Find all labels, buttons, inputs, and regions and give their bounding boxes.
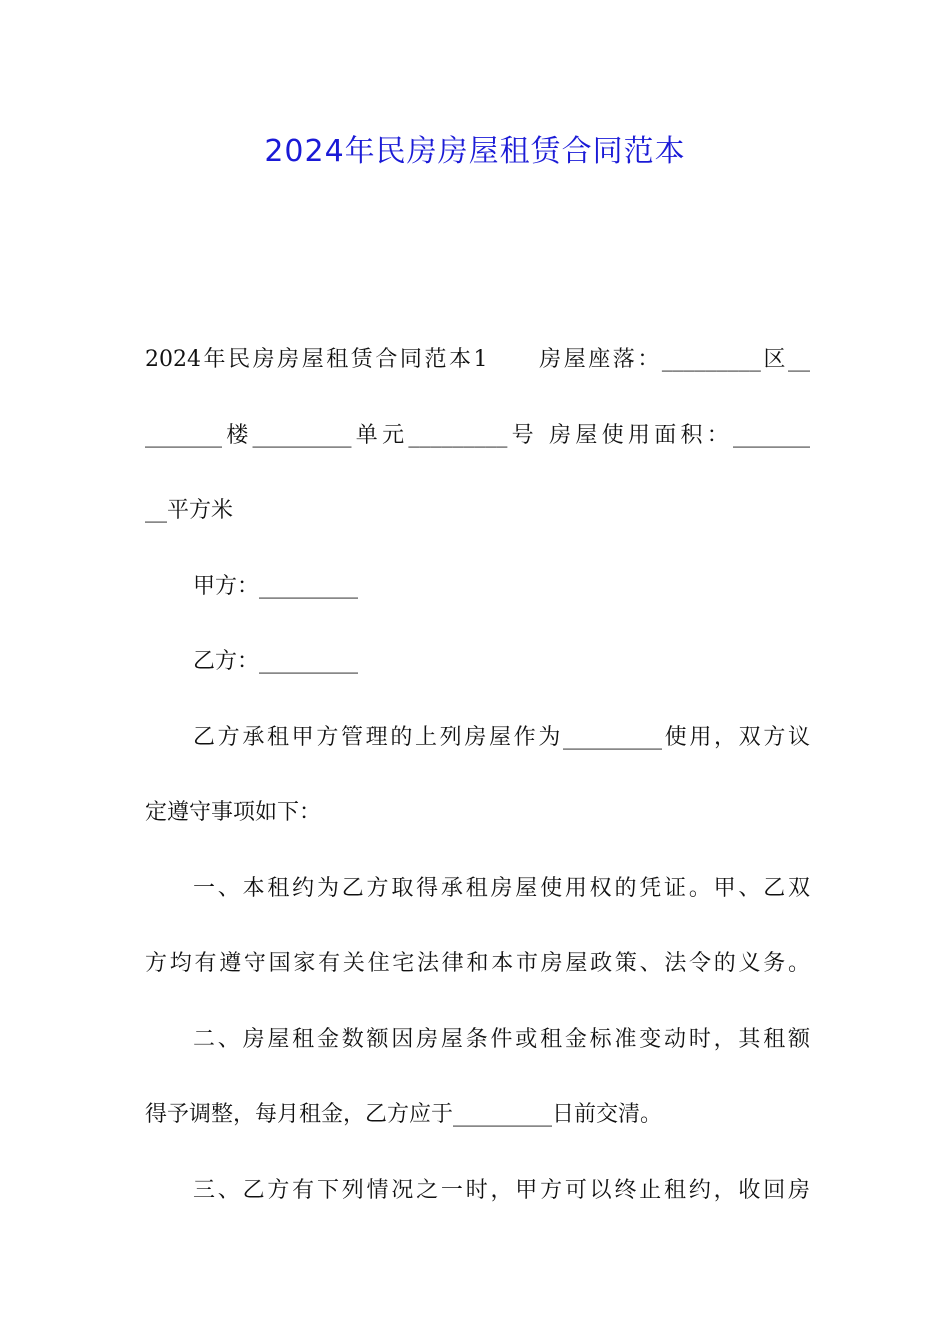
document-title: 2024年民房房屋租赁合同范本 — [264, 134, 686, 169]
paragraph-line: 2024年民房房屋租赁合同范本1 房屋座落：_________区__ — [145, 347, 810, 372]
paragraph-line: 定遵守事项如下： — [145, 800, 322, 825]
clause-2-line: 得予调整，每月租金，乙方应于_________日前交清。 — [145, 1102, 663, 1127]
clause-1-line: 一、本租约为乙方取得承租房屋使用权的凭证。甲、乙双 — [193, 875, 810, 901]
paragraph-line: 乙方承租甲方管理的上列房屋作为_________使用，双方议 — [193, 724, 810, 750]
party-b-line: 乙方：_________ — [193, 649, 359, 674]
paragraph-line: _______楼_________单元_________号 房屋使用面积：_______ — [145, 422, 810, 448]
clause-1-line: 方均有遵守国家有关住宅法律和本市房屋政策、法令的义务。 — [145, 951, 810, 976]
document-body — [145, 334, 810, 1240]
clause-2-line: 二、房屋租金数额因房屋条件或租金标准变动时，其租额 — [193, 1026, 810, 1052]
party-a-line: 甲方：_________ — [193, 573, 359, 599]
clause-3-line: 三、乙方有下列情况之一时，甲方可以终止租约，收回房 — [193, 1177, 810, 1203]
paragraph-line: __平方米 — [145, 498, 234, 523]
